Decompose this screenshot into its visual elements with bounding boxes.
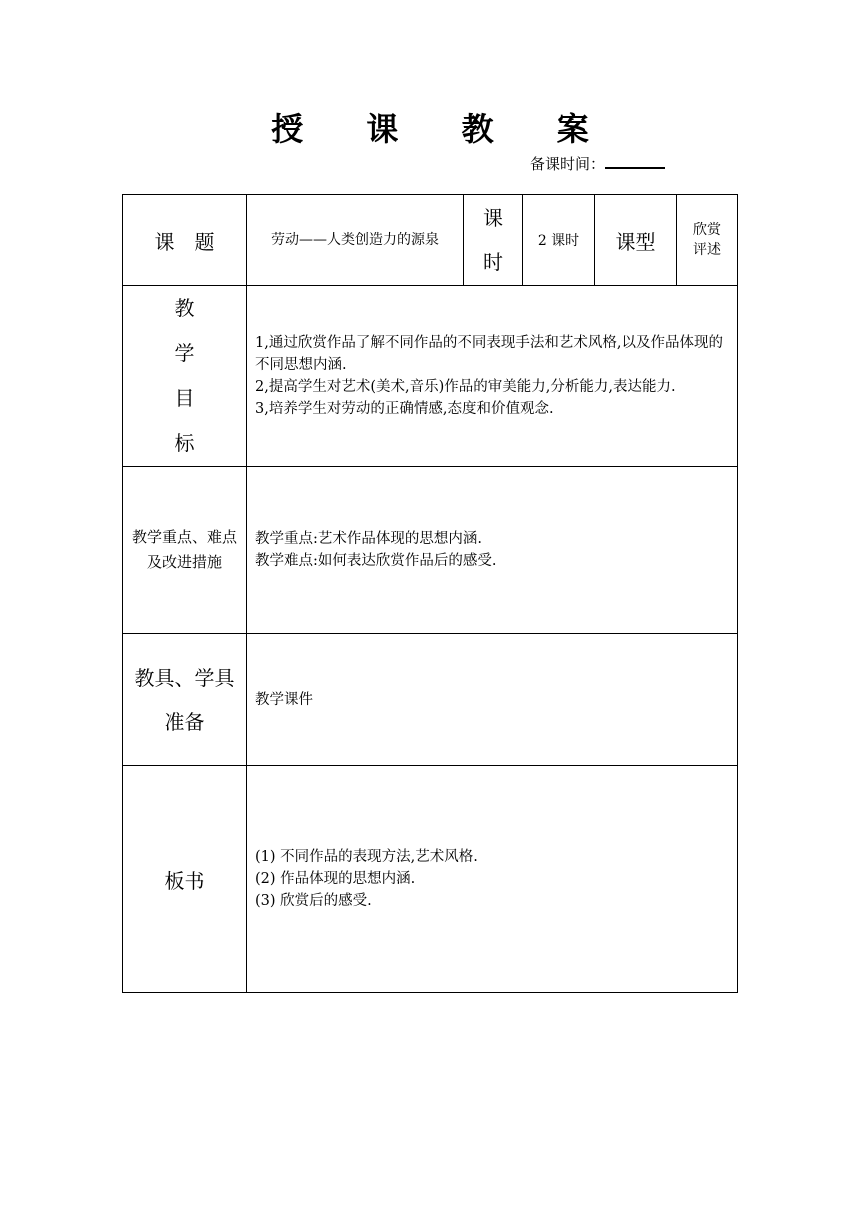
board-label: 板书 [123, 766, 247, 993]
prep-time [530, 153, 665, 174]
tools-row [123, 634, 738, 766]
hours-label-bottom: 时 [483, 250, 503, 274]
board-item: (2) 作品体现的思想内涵. [255, 871, 416, 887]
prep-time-label: 备课时间： [530, 155, 606, 173]
topic-row [123, 195, 738, 286]
hours-label [464, 195, 523, 286]
hours-label-top: 课 [483, 206, 503, 230]
objectives-label-char: 学 [174, 341, 195, 365]
tools-label-line: 准备 [164, 709, 205, 734]
document-title: 授 课 教 案 [271, 110, 615, 148]
objective-item: 1,通过欣赏作品了解不同作品的不同表现手法和艺术风格,以及作品体现的不同思想内涵. [255, 335, 723, 373]
objectives-content [247, 286, 738, 467]
board-item: (1) 不同作品的表现方法,艺术风格. [255, 849, 478, 865]
objectives-label-char: 目 [174, 386, 195, 410]
objectives-row [123, 286, 738, 467]
type-label: 课型 [595, 195, 677, 286]
hours-value: 2 课时 [523, 195, 595, 286]
key-points-content [247, 467, 738, 634]
objective-item: 2,提高学生对艺术(美术,音乐)作品的审美能力,分析能力,表达能力. [255, 379, 676, 395]
objective-item: 3,培养学生对劳动的正确情感,态度和价值观念. [255, 401, 554, 417]
topic-label: 课 题 [123, 195, 247, 286]
board-row [123, 766, 738, 993]
prep-time-blank [605, 153, 665, 169]
key-point-item: 教学重点:艺术作品体现的思想内涵. [255, 531, 482, 547]
key-points-row [123, 467, 738, 634]
type-value: 欣赏评述 [677, 195, 738, 286]
topic-value: 劳动——人类创造力的源泉 [247, 195, 464, 286]
objectives-label-char: 教 [174, 296, 195, 320]
lesson-plan-table [122, 194, 738, 993]
key-points-label: 教学重点、难点及改进措施 [123, 467, 247, 634]
tools-content: 教学课件 [247, 634, 738, 766]
tools-label-line: 教具、学具 [134, 665, 235, 690]
key-point-item: 教学难点:如何表达欣赏作品后的感受. [255, 553, 497, 569]
tools-label [123, 634, 247, 766]
objectives-label [123, 286, 247, 467]
objectives-label-char: 标 [174, 431, 195, 455]
board-item: (3) 欣赏后的感受. [255, 893, 372, 909]
board-content [247, 766, 738, 993]
